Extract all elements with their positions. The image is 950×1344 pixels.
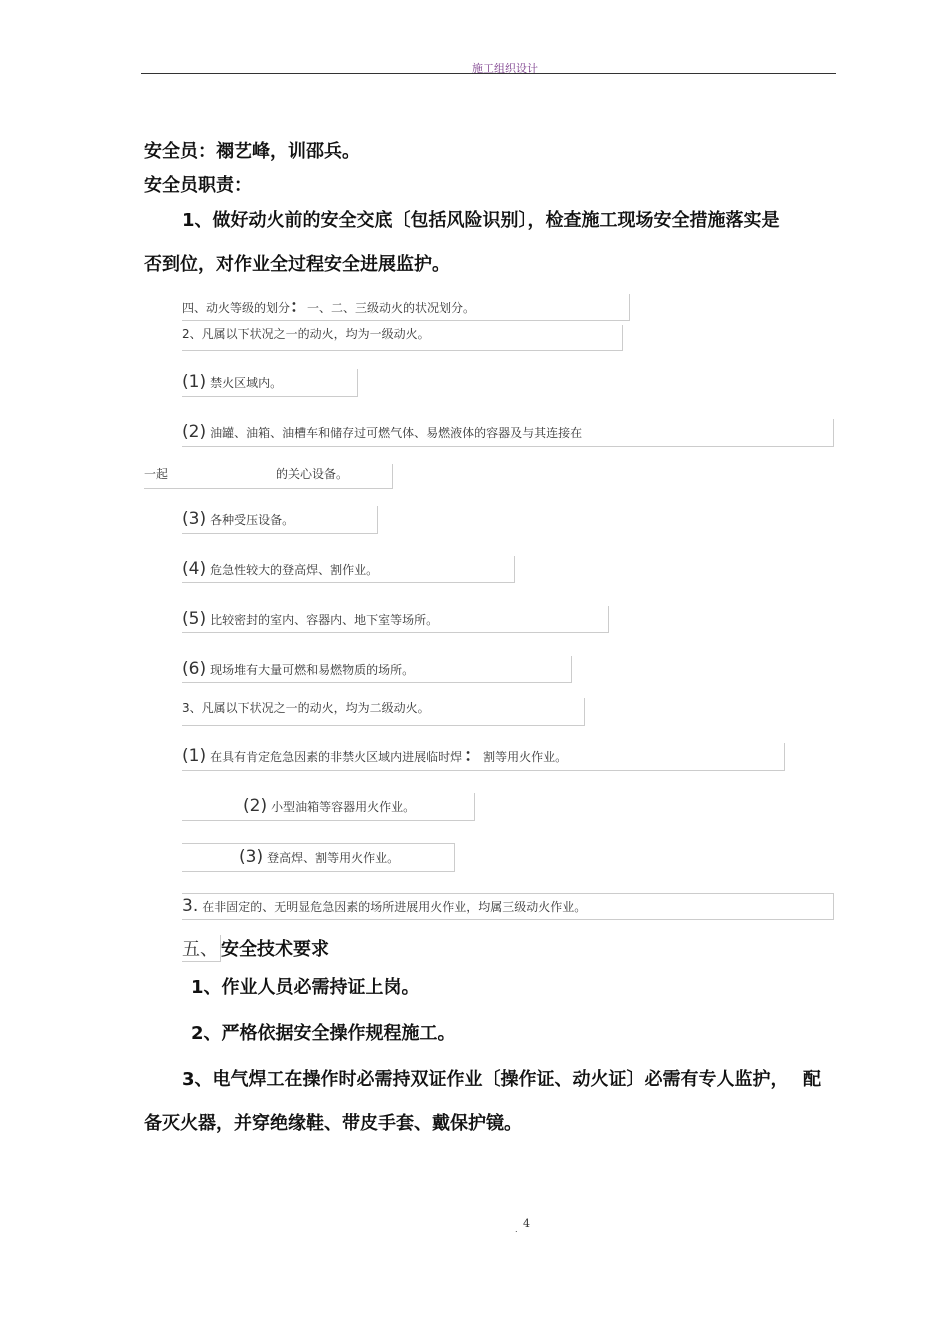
level2-item-2-text: 小型油箱等容器用火作业。: [271, 800, 416, 814]
level1-item-5-text: 比较密封的室内、容器内、地下室等场所。: [210, 613, 439, 627]
level1-item-2-cont-b: 的关心设备。: [276, 467, 349, 481]
level1-item-5-num: (5): [182, 609, 207, 629]
section4-title-b: 一、二、三级动火的状况划分。: [307, 301, 476, 315]
level1-item-2-num: (2): [182, 422, 207, 442]
level3-item: [182, 893, 834, 920]
level1-item-5: [182, 606, 609, 633]
level1-item-1-num: (1): [182, 372, 207, 392]
level1-item-4: [182, 556, 515, 583]
duty1-line1: 1、做好动火前的安全交底〔包括风险识别〕，检查施工现场安全措施落实是: [182, 210, 780, 231]
level2-item-3-num: (3): [239, 847, 264, 867]
safety-duties-title: 安全员职责：: [144, 175, 252, 196]
level1-item-2-text: 油罐、油箱、油槽车和储存过可燃气体、易燃液体的容器及与其连接在: [210, 426, 583, 440]
level2-intro: 3、凡属以下状况之一的动火，均为二级动火。: [182, 698, 585, 726]
level1-item-2-cont: [144, 464, 393, 489]
level3-num: 3.: [182, 896, 199, 916]
section4-title-colon: ：: [290, 297, 308, 317]
level2-item-2: [182, 793, 475, 821]
section5-item-3-line1-tail: 配: [803, 1069, 821, 1090]
level1-item-1: [182, 369, 358, 397]
level1-item-6-text: 现场堆有大量可燃和易燃物质的场所。: [210, 663, 415, 677]
level1-item-2-cont-a: 一起: [144, 467, 169, 481]
level1-item-4-text: 危急性较大的登高焊、割作业。: [210, 563, 379, 577]
level2-item-1-tail: 割等用火作业。: [483, 750, 568, 764]
level1-item-4-num: (4): [182, 559, 207, 579]
level2-item-2-num: (2): [243, 796, 268, 816]
section5-title: [182, 935, 329, 962]
page-header-title: 施工组织设计: [472, 62, 538, 75]
duty1-line2: 否到位，对作业全过程安全进展监护。: [144, 254, 450, 275]
section5-title-a: 五、: [182, 935, 221, 962]
page-dot: .: [515, 1225, 518, 1234]
section5-item-3-line2: 备灭火器，并穿绝缘鞋、带皮手套、戴保护镜。: [144, 1113, 522, 1134]
safety-officer: 安全员：禤艺峰，训邵兵。: [144, 141, 360, 162]
section4-title-a: 四、动火等级的划分: [182, 301, 291, 315]
section5-item-2: 2、严格依据安全操作规程施工。: [191, 1023, 456, 1044]
level1-item-3-text: 各种受压设备。: [210, 513, 295, 527]
level2-item-3: [182, 843, 455, 872]
level1-item-1-text: 禁火区域内。: [210, 376, 283, 390]
level2-item-1: [182, 743, 785, 771]
level1-item-2: [182, 419, 834, 447]
level1-item-3-num: (3): [182, 509, 207, 529]
level2-item-1-num: (1): [182, 746, 207, 766]
header-rule: [141, 73, 836, 74]
level3-text: 在非固定的、无明显危急因素的场所进展用火作业，均属三级动火作业。: [202, 900, 587, 914]
page-number: 4: [523, 1217, 530, 1230]
level1-item-6-num: (6): [182, 659, 207, 679]
level1-item-3: [182, 506, 378, 534]
level2-item-1-text: 在具有肯定危急因素的非禁火区域内进展临时焊: [210, 750, 463, 764]
level2-item-1-colon: ：: [464, 746, 482, 766]
section4-title: [182, 294, 630, 321]
level2-item-3-text: 登高焊、割等用火作业。: [267, 851, 400, 865]
level1-intro: 2、凡属以下状况之一的动火，均为一级动火。: [182, 325, 623, 351]
section5-title-b: 安全技术要求: [221, 939, 329, 960]
level1-item-6: [182, 656, 572, 683]
section5-item-3-line1: 3、电气焊工在操作时必需持双证作业〔操作证、动火证〕必需有专人监护，: [182, 1069, 789, 1090]
section5-item-1: 1、作业人员必需持证上岗。: [191, 977, 420, 998]
